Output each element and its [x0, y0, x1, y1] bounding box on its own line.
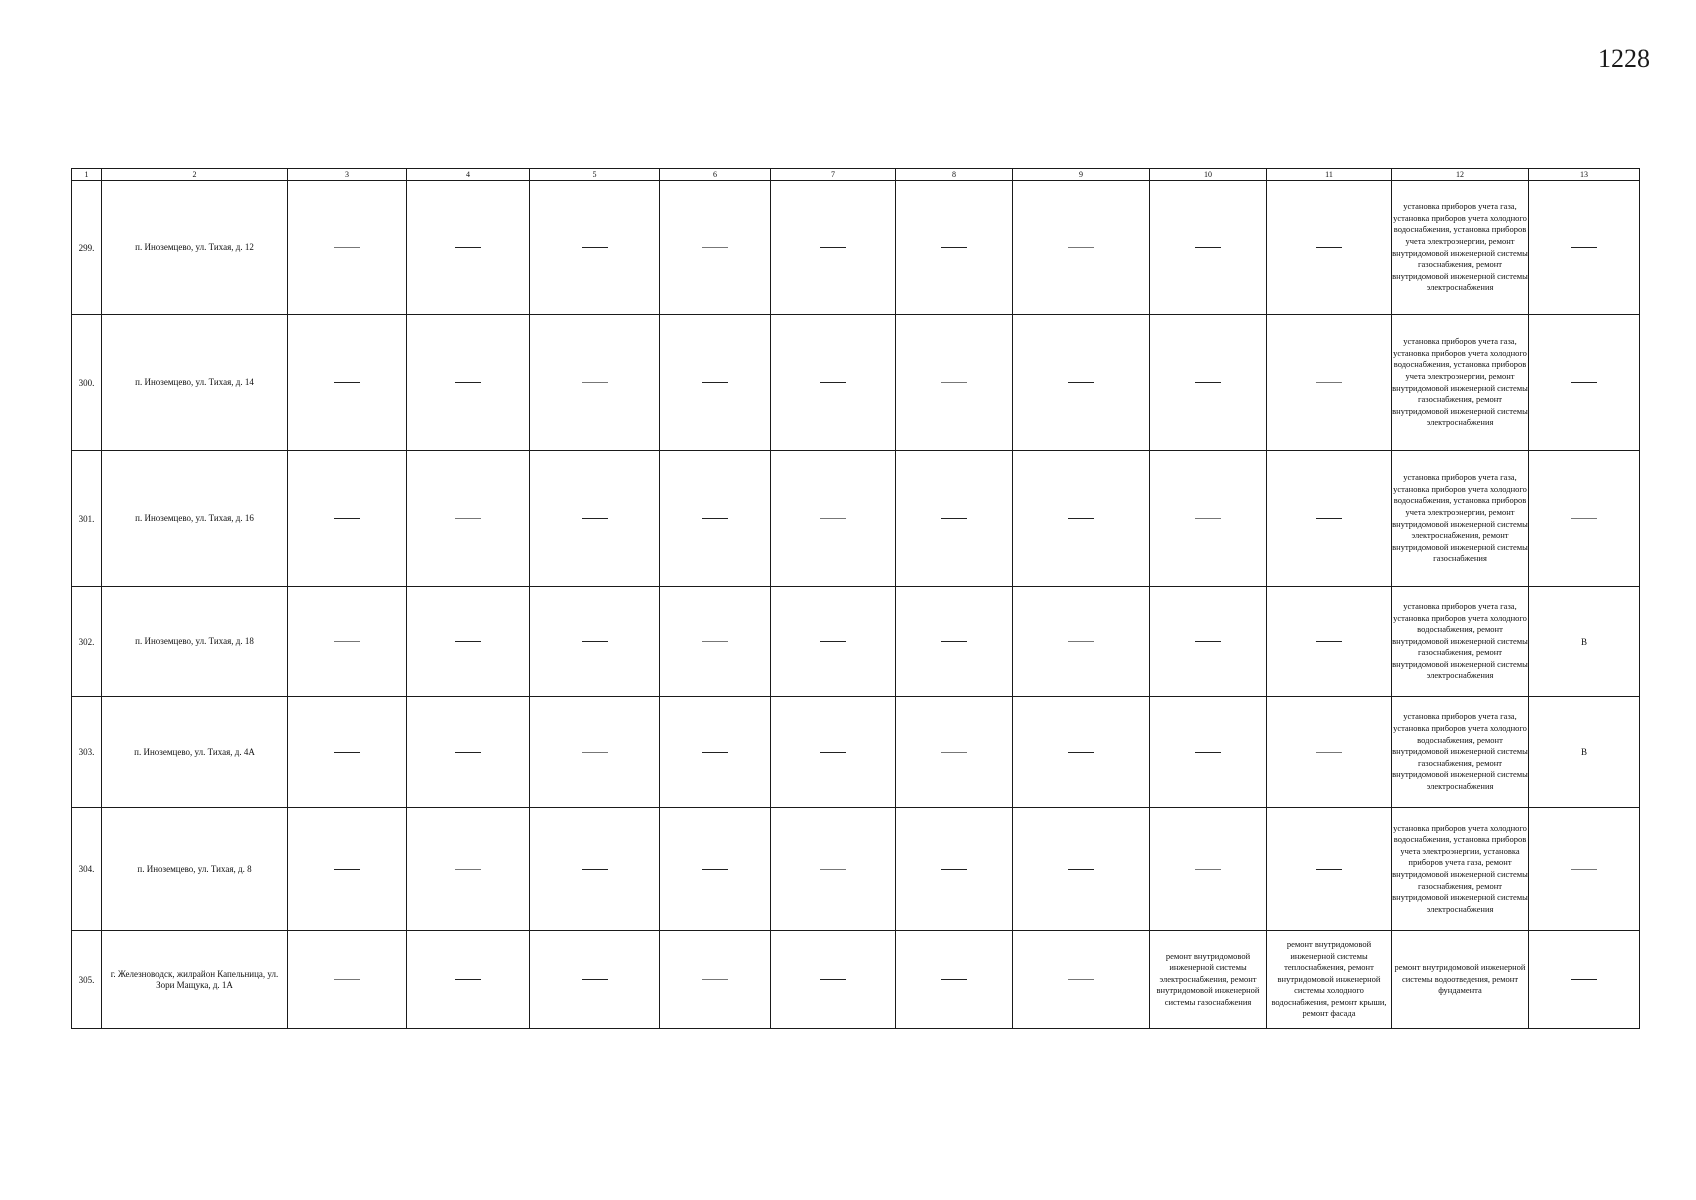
empty-value-cell: [896, 181, 1013, 315]
dash-mark: [455, 382, 481, 383]
works-description-cell: установка приборов учета газа, установка приборов учета холодного водоснабжения, установка приборов учета электроэнергии, ремонт внутридомовой инженерной системы электроснабжения, ремонт внутридомовой инженерной системы газоснабжения: [1392, 451, 1529, 587]
dash-mark: [334, 247, 360, 248]
empty-value-cell: [1013, 587, 1150, 697]
empty-value-cell: [1013, 315, 1150, 451]
row-number: 303.: [72, 697, 102, 808]
dash-mark: [582, 752, 608, 753]
works-description-cell: установка приборов учета газа, установка приборов учета холодного водоснабжения, установка приборов учета электроэнергии, ремонт внутридомовой инженерной системы газоснабжения, ремонт внутридомовой инженерной системы электроснабжения: [1392, 181, 1529, 315]
dash-mark: [941, 979, 967, 980]
dash-mark: [1316, 518, 1342, 519]
empty-value-cell: [288, 931, 407, 1029]
dash-mark: [1316, 382, 1342, 383]
dash-mark: [582, 979, 608, 980]
row-number: 299.: [72, 181, 102, 315]
dash-mark: [1316, 641, 1342, 642]
dash-mark: [1195, 869, 1221, 870]
dash-mark: [582, 247, 608, 248]
address-cell: п. Иноземцево, ул. Тихая, д. 14: [102, 315, 288, 451]
dash-mark: [941, 641, 967, 642]
empty-value-cell: [530, 697, 660, 808]
dash-mark: [1068, 247, 1094, 248]
dash-mark: [820, 518, 846, 519]
dash-mark: [941, 247, 967, 248]
empty-value-cell: [530, 808, 660, 931]
empty-value-cell: [530, 587, 660, 697]
column-header: 5: [530, 169, 660, 181]
column-header: 12: [1392, 169, 1529, 181]
empty-value-cell: [896, 697, 1013, 808]
row-number: 305.: [72, 931, 102, 1029]
empty-value-cell: [660, 931, 771, 1029]
column-header: 8: [896, 169, 1013, 181]
address-cell: п. Иноземцево, ул. Тихая, д. 16: [102, 451, 288, 587]
dash-mark: [941, 869, 967, 870]
dash-mark: [702, 979, 728, 980]
column-header: 13: [1529, 169, 1640, 181]
empty-value-cell: [1150, 587, 1267, 697]
empty-value-cell: [771, 697, 896, 808]
empty-value-cell: [407, 808, 530, 931]
empty-value-cell: [1267, 697, 1392, 808]
dash-mark: [1571, 382, 1597, 383]
header-row: [72, 169, 1640, 181]
category-cell: В: [1529, 587, 1640, 697]
empty-value-cell: [1150, 315, 1267, 451]
empty-value-cell: [660, 697, 771, 808]
empty-value-cell: [407, 451, 530, 587]
works-description-cell: установка приборов учета газа, установка приборов учета холодного водоснабжения, ремонт внутридомовой инженерной системы газоснабжения, ремонт внутридомовой инженерной системы электроснабжения: [1392, 697, 1529, 808]
empty-value-cell: [1013, 931, 1150, 1029]
dash-mark: [1571, 247, 1597, 248]
dash-mark: [1571, 979, 1597, 980]
dash-mark: [1068, 752, 1094, 753]
dash-mark: [1195, 247, 1221, 248]
empty-value-cell: [896, 451, 1013, 587]
column-header: 11: [1267, 169, 1392, 181]
dash-mark: [1316, 869, 1342, 870]
register-table: [71, 168, 1640, 1029]
empty-value-cell: [660, 808, 771, 931]
dash-mark: [334, 382, 360, 383]
dash-mark: [455, 518, 481, 519]
empty-value-cell: [896, 587, 1013, 697]
empty-value-cell: [1013, 697, 1150, 808]
empty-value-cell: [1013, 808, 1150, 931]
dash-mark: [1068, 641, 1094, 642]
column-header: 1: [72, 169, 102, 181]
row-number: 302.: [72, 587, 102, 697]
dash-mark: [702, 247, 728, 248]
empty-value-cell: [771, 808, 896, 931]
empty-value-cell: [288, 808, 407, 931]
address-cell: п. Иноземцево, ул. Тихая, д. 12: [102, 181, 288, 315]
table-row: [72, 697, 1640, 808]
dash-mark: [702, 752, 728, 753]
dash-mark: [1316, 247, 1342, 248]
empty-value-cell: [1150, 697, 1267, 808]
dash-mark: [455, 247, 481, 248]
empty-value-cell: [288, 181, 407, 315]
row-number: 300.: [72, 315, 102, 451]
empty-value-cell: [896, 315, 1013, 451]
dash-mark: [820, 382, 846, 383]
empty-value-cell: [896, 808, 1013, 931]
table-row: [72, 451, 1640, 587]
column-header: 9: [1013, 169, 1150, 181]
dash-mark: [455, 641, 481, 642]
empty-value-cell: [407, 931, 530, 1029]
empty-value-cell: [771, 451, 896, 587]
column-header: 4: [407, 169, 530, 181]
dash-mark: [702, 641, 728, 642]
empty-value-cell: [771, 315, 896, 451]
empty-value-cell: [1150, 181, 1267, 315]
empty-value-cell: [896, 931, 1013, 1029]
empty-value-cell: [288, 587, 407, 697]
empty-value-cell: [407, 181, 530, 315]
address-cell: п. Иноземцево, ул. Тихая, д. 8: [102, 808, 288, 931]
dash-mark: [941, 518, 967, 519]
works-description-cell: ремонт внутридомовой инженерной системы электроснабжения, ремонт внутридомовой инженерной системы газоснабжения: [1150, 931, 1267, 1029]
category-cell: В: [1529, 697, 1640, 808]
empty-value-cell: [407, 697, 530, 808]
empty-value-cell: [660, 451, 771, 587]
dash-mark: [1571, 869, 1597, 870]
column-header: 2: [102, 169, 288, 181]
dash-mark: [1195, 641, 1221, 642]
empty-value-cell: [288, 315, 407, 451]
dash-mark: [334, 979, 360, 980]
dash-mark: [702, 518, 728, 519]
empty-value-cell: [771, 181, 896, 315]
dash-mark: [582, 518, 608, 519]
dash-mark: [1571, 518, 1597, 519]
dash-mark: [334, 869, 360, 870]
empty-value-cell: [1267, 808, 1392, 931]
dash-mark: [941, 382, 967, 383]
dash-mark: [702, 382, 728, 383]
column-header: 10: [1150, 169, 1267, 181]
dash-mark: [582, 641, 608, 642]
dash-mark: [582, 382, 608, 383]
table-row: [72, 181, 1640, 315]
empty-value-cell: [771, 931, 896, 1029]
dash-mark: [702, 869, 728, 870]
dash-mark: [820, 752, 846, 753]
empty-value-cell: [1529, 931, 1640, 1029]
dash-mark: [941, 752, 967, 753]
empty-value-cell: [407, 587, 530, 697]
works-description-cell: ремонт внутридомовой инженерной системы водоотведения, ремонт фундамента: [1392, 931, 1529, 1029]
page-number: 1228: [1598, 44, 1650, 73]
dash-mark: [455, 869, 481, 870]
empty-value-cell: [1529, 315, 1640, 451]
dash-mark: [455, 979, 481, 980]
empty-value-cell: [660, 181, 771, 315]
table-row: [72, 931, 1640, 1029]
row-number: 304.: [72, 808, 102, 931]
dash-mark: [334, 641, 360, 642]
empty-value-cell: [1267, 587, 1392, 697]
dash-mark: [1068, 869, 1094, 870]
table-row: [72, 315, 1640, 451]
empty-value-cell: [1267, 315, 1392, 451]
address-cell: п. Иноземцево, ул. Тихая, д. 18: [102, 587, 288, 697]
empty-value-cell: [1267, 181, 1392, 315]
empty-value-cell: [1013, 181, 1150, 315]
empty-value-cell: [1529, 808, 1640, 931]
empty-value-cell: [530, 931, 660, 1029]
empty-value-cell: [1529, 181, 1640, 315]
dash-mark: [455, 752, 481, 753]
works-description-cell: установка приборов учета холодного водоснабжения, установка приборов учета электроэнергии, установка приборов учета газа, ремонт внутридомовой инженерной системы газоснабжения, ремонт внутридомовой инженерной системы электроснабжения: [1392, 808, 1529, 931]
empty-value-cell: [530, 451, 660, 587]
dash-mark: [820, 247, 846, 248]
address-cell: п. Иноземцево, ул. Тихая, д. 4А: [102, 697, 288, 808]
address-cell: г. Железноводск, жилрайон Капельница, ул. Зори Мащука, д. 1А: [102, 931, 288, 1029]
empty-value-cell: [288, 697, 407, 808]
empty-value-cell: [660, 587, 771, 697]
dash-mark: [820, 979, 846, 980]
dash-mark: [582, 869, 608, 870]
dash-mark: [1195, 752, 1221, 753]
works-description-cell: установка приборов учета газа, установка приборов учета холодного водоснабжения, ремонт внутридомовой инженерной системы газоснабжения, ремонт внутридомовой инженерной системы электроснабжения: [1392, 587, 1529, 697]
dash-mark: [820, 869, 846, 870]
dash-mark: [820, 641, 846, 642]
table-row: [72, 808, 1640, 931]
column-header: 6: [660, 169, 771, 181]
works-description-cell: установка приборов учета газа, установка приборов учета холодного водоснабжения, установка приборов учета электроэнергии, ремонт внутридомовой инженерной системы газоснабжения, ремонт внутридомовой инженерной системы электроснабжения: [1392, 315, 1529, 451]
table-row: [72, 587, 1640, 697]
works-description-cell: ремонт внутридомовой инженерной системы теплоснабжения, ремонт внутридомовой инженерной системы холодного водоснабжения, ремонт крыши, ремонт фасада: [1267, 931, 1392, 1029]
column-header: 7: [771, 169, 896, 181]
dash-mark: [1195, 382, 1221, 383]
dash-mark: [334, 518, 360, 519]
row-number: 301.: [72, 451, 102, 587]
empty-value-cell: [660, 315, 771, 451]
empty-value-cell: [288, 451, 407, 587]
empty-value-cell: [530, 315, 660, 451]
dash-mark: [1068, 979, 1094, 980]
dash-mark: [1195, 518, 1221, 519]
empty-value-cell: [407, 315, 530, 451]
empty-value-cell: [1529, 451, 1640, 587]
column-header: 3: [288, 169, 407, 181]
dash-mark: [1068, 382, 1094, 383]
empty-value-cell: [1013, 451, 1150, 587]
empty-value-cell: [1267, 451, 1392, 587]
empty-value-cell: [771, 587, 896, 697]
empty-value-cell: [1150, 808, 1267, 931]
dash-mark: [1068, 518, 1094, 519]
dash-mark: [1316, 752, 1342, 753]
empty-value-cell: [1150, 451, 1267, 587]
dash-mark: [334, 752, 360, 753]
empty-value-cell: [530, 181, 660, 315]
